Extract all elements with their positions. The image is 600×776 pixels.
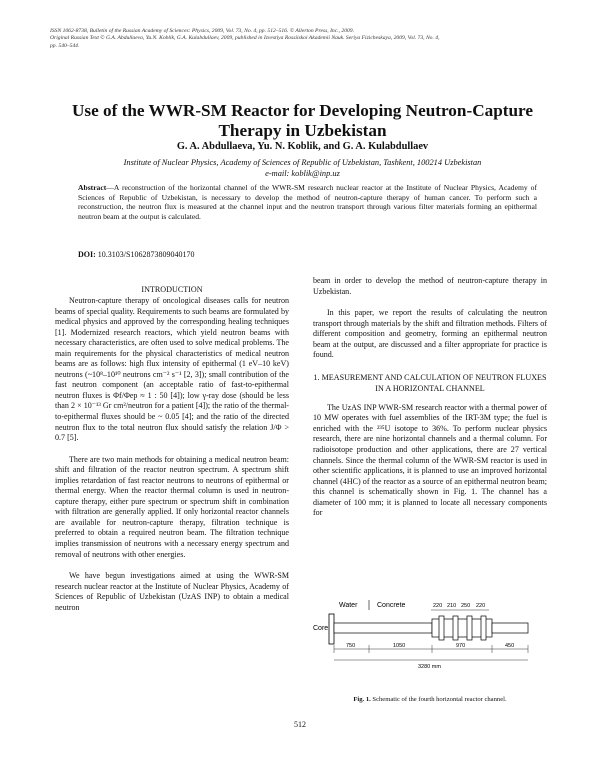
- paper-title: [50, 101, 555, 141]
- paragraph: Neutron-capture therapy of oncological diseases calls for neutron beams of special quality. Requirements to such beams are formulated by medical physics and approved by the corresponding healing techniques [1]. Modernized research reactors, which yield neutron beams with necessary characteristics, are often used to solve medical problems. The main requirements for the physical characteristics of medical neutron beams are as follows: high flux intensity of epithermal (1 eV–10 keV) neutrons (~10⁸–10¹⁰ neutrons cm⁻² s⁻¹ [2, 3]); small contribution of the fast neutron component (an acceptable ratio of fast-to-epithermal neutron fluxes is Φf/Φep ≈ 1 : 50 [4]); low γ-ray dose (should be less than 2 × 10⁻¹³ Gr cm²/neutron for a patient [4]); the ratio of the thermal-to-epithermal fluxes should be ~ 0.05 [4]; and the ratio of the directed neutron flux to the total neutron flux should satisfy the relation J/Φ > 0.7 [5].: [55, 296, 289, 443]
- channel-tube: [334, 623, 432, 633]
- channel-end: [492, 623, 528, 633]
- title-line: Use of the WWR-SM Reactor for Developing Neutron-Capture: [72, 101, 533, 120]
- left-column: [55, 296, 289, 624]
- header-line: pp. 540–544.: [50, 42, 80, 49]
- total-dim: 3280 mm: [418, 664, 441, 670]
- paragraph: There are two main methods for obtaining a medical neutron beam: shift and filtration of the reactor neutron spectrum. A spectrum shift implies retardation of fast reactor neutrons to neutrons of epithermal or thermal energy. When the reactor thermal column is used in neutron-capture therapy, either pure spectrum or spectrum shift in combination with filtration are generally applied. If only horizontal reactor channels are available for neutron-capture therapy, filtration technique is preferred to obtain a required neutron beam. The filtration technique implies transmission of neutrons with a necessary energy spectrum and removal of neutrons with other energies.: [55, 454, 289, 559]
- bottom-dim: 1050: [393, 643, 406, 649]
- intro-heading: INTRODUCTION: [141, 285, 203, 294]
- figure-caption: [313, 696, 547, 703]
- email: e-mail: koblik@inp.uz: [265, 169, 340, 178]
- top-dim: 220: [433, 603, 443, 609]
- title-line: Therapy in Uzbekistan: [218, 121, 387, 140]
- filter-block: [481, 616, 486, 640]
- caption-text: Schematic of the fourth horizontal reactor channel.: [370, 696, 507, 703]
- paragraph: beam in order to develop the method of neutron-capture therapy in Uzbekistan.: [313, 276, 547, 296]
- journal-header: [50, 28, 555, 50]
- abstract: [78, 183, 537, 221]
- affiliation-block: [50, 157, 555, 179]
- header-line: ISSN 1062-8738, Bulletin of the Russian Academy of Sciences: Physics, 2009, Vol. 73, No. 4, pp. 512–516. © Allerton Press, Inc., 2009.: [50, 28, 354, 34]
- filter-block: [453, 616, 458, 640]
- bottom-dim: 970: [456, 643, 466, 649]
- top-dim: 210: [447, 603, 457, 609]
- paragraph: We have begun investigations aimed at using the WWR-SM research nuclear reactor at the Institute of Nuclear Physics, Academy of Sciences of Republic of Uzbekistan (UzAS INP) to obtain a medical neutron: [55, 571, 289, 612]
- filter-block: [467, 616, 472, 640]
- label-water: Water: [339, 602, 358, 609]
- paragraph: In this paper, we report the results of calculating the neutron transport through materials by the shift and filtration methods. Filters of different composition and geometry, forming an epithermal neutron beam at the output, are discussed and a filter appropriate for practice is found.: [313, 308, 547, 360]
- header-line: Original Russian Text © G.A. Abdullaeva, Yu.N. Koblik, G.A. Kulabdullaev, 2009, published in Izvestiya Rossiiskoi Akademii Nauk. Seriya Fizicheskaya, 2009, Vol. 73, No. 4,: [50, 35, 440, 42]
- top-dim: 250: [461, 603, 471, 609]
- abstract-label: Abstract: [78, 183, 107, 192]
- abstract-text: —A reconstruction of the horizontal channel of the WWR-SM research nuclear reactor at the Institute of Nuclear Physics, Academy of Sciences of Republic of Uzbekistan, is necessary to develop the method of neutron-capture therapy of human cancer. To perform such a reconstruction, the neutron flux is measured at the channel input and the neutron transport through various filter materials forming an epithermal neutron beam at the output is calculated.: [78, 183, 537, 221]
- label-concrete: Concrete: [377, 602, 406, 609]
- bottom-dim: 450: [505, 643, 515, 649]
- caption-label: Fig. 1.: [353, 696, 371, 703]
- doi-value: 10.3103/S1062873809040170: [97, 250, 195, 259]
- affiliation: Institute of Nuclear Physics, Academy of Sciences of Republic of Uzbekistan, Tashkent, 100214 Uzbekistan: [123, 158, 482, 167]
- authors: G. A. Abdullaeva, Yu. N. Koblik, and G. A. Kulabdullaev: [176, 141, 429, 152]
- right-column: [313, 276, 547, 530]
- top-dim: 220: [476, 603, 486, 609]
- filter-block: [439, 616, 444, 640]
- page-number: 512: [294, 720, 306, 729]
- figure-channel-schematic: [313, 598, 547, 678]
- bottom-dim: 750: [346, 643, 356, 649]
- doi-label: DOI:: [78, 250, 96, 259]
- core-block: [329, 614, 334, 644]
- doi: [78, 250, 194, 259]
- label-core: Core: [313, 625, 329, 632]
- section-heading: 1. MEASUREMENT AND CALCULATION OF NEUTRON FLUXES IN A HORIZONTAL CHANNEL: [313, 372, 547, 393]
- paragraph: The UzAS INP WWR-SM research reactor with a thermal power of 10 MW operates with fuel assemblies of the IRT-3M type; the fuel is enriched with the ²³⁵U isotope to 36%. To perform nuclear physics research, there are nine horizontal channels and a thermal column. For radioisotope production and other applications, there are 27 vertical channels. Since the thermal column of the WWR-SM reactor is used in other scientific applications, it is planned to use an improved horizontal channel (4HC) of the reactor as a source of an epithermal neutron beam; this channel is schematically shown in Fig. 1. The channel has a diameter of 100 mm; it is planned to locate all necessary components for: [313, 402, 547, 518]
